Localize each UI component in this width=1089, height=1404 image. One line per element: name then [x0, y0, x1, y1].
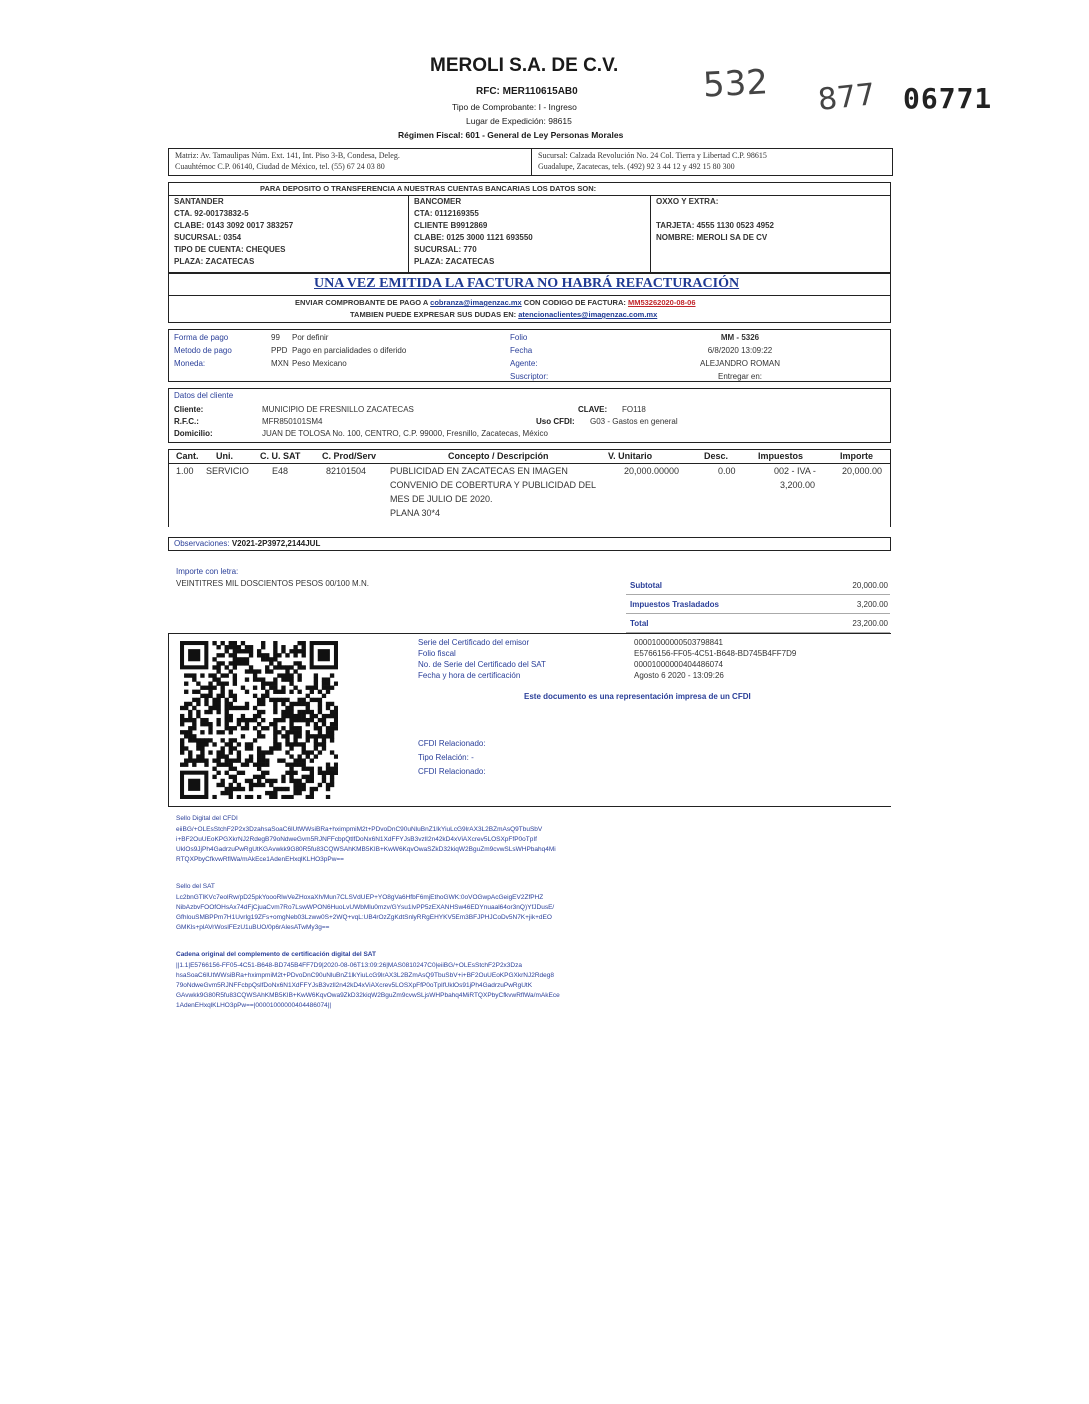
metodo-pago-value: Pago en parcialidades o diferido: [292, 346, 407, 355]
moneda-label: Moneda:: [174, 359, 206, 368]
domicilio-label: Domicilio:: [174, 429, 213, 438]
folio-fiscal-value: E5766156-FF05-4C51-B648-BD745B4FF7D9: [634, 649, 797, 658]
sucursal-address-1: Sucursal: Calzada Revolución No. 24 Col. Tierra y Libertad C.P. 98615: [538, 151, 767, 160]
send-payment-line: ENVIAR COMPROBANTE DE PAGO A cobranza@imagenzac.mx CON CODIGO DE FACTURA: MM53262020-08-06: [295, 298, 696, 307]
atencion-email-link[interactable]: atencionaclientes@imagenzac.com.mx: [518, 310, 658, 319]
agente-value: ALEJANDRO ROMAN: [699, 359, 780, 368]
company-name: MEROLI S.A. DE C.V.: [430, 55, 619, 76]
metodo-pago-code: PPD: [271, 346, 288, 355]
cadena-original-block: ||1.1|E5766156-FF05-4C51-B648-BD745B4FF7D9|2020-08-06T13:09:26|MAS0810247C0|eiiBG/+OLEsStchF2P2x3Dza hsaSoaC6lUtWWsiBRa+hximpmiM2t+PDvoDnC90uNluBnZ1lkYiuLcG9lrAX3L2BZmAsQ9TbuSbV+i+BF2OuUEoKPGXkrNJ2Rdeg8 79oNdweGvm5RJNFFcbpQslfDoNx6N1XdFFYJsB3vzll2n42kD4xViAXcrev5LOSXpFfP0oTpIfUklOs91jPh4GadrzuPwRgUtK GAvwkk9G80R5fu83CQWSAhKMB5KIB+KwW6KqvOwa9ZkD32kiqW2BguZm9cvwSLjsWHPbahq4MiRTQXPbyCfkvwRflWa/mAkEce 1AdenEHxqlKLHO3pPw==|00001000000404486074||: [176, 962, 560, 1009]
santander-account: SANTANDER CTA. 92-00173832-5 CLABE: 0143 3092 0017 383257 SUCURSAL: 0354 TIPO DE CUENTA: CHEQUES PLAZA: ZACATECAS: [174, 197, 294, 266]
bank-section-title: PARA DEPOSITO O TRANSFERENCIA A NUESTRAS CUENTAS BANCARIAS LOS DATOS SON:: [260, 184, 597, 193]
rfc-label: R.F.C.:: [174, 417, 199, 426]
observaciones-line: Observaciones: V2021-2P3972,2144JUL: [174, 539, 321, 548]
items-header: Cant. Uni. C. U. SAT C. Prod/Serv Concepto / Descripción V. Unitario Desc. Impuestos Importe: [176, 451, 874, 461]
forma-pago-value: Por definir: [292, 333, 329, 342]
domicilio-value: JUAN DE TOLOSA No. 100, CENTRO, C.P. 99000, Fresnillo, Zacatecas, México: [262, 429, 548, 438]
subtotal-value: 20,000.00: [852, 581, 888, 590]
matriz-address-1: Matriz: Av. Tamaulipas Núm. Ext. 141, Int. Piso 3-B, Condesa, Deleg.: [175, 151, 400, 160]
folio-fiscal-label: Folio fiscal: [418, 649, 456, 658]
cliente-value: MUNICIPIO DE FRESNILLO ZACATECAS: [262, 405, 414, 414]
clave-value: FO118: [622, 405, 646, 414]
row-prod: 82101504: [326, 466, 367, 476]
handwritten-number-1: 532: [701, 62, 769, 106]
company-rfc: RFC: MER110615AB0: [476, 86, 578, 97]
row-desc: 0.00: [718, 466, 736, 476]
suscriptor-value: Entregar en:: [717, 372, 763, 381]
rfc-value: MFR850101SM4: [262, 417, 323, 426]
sello-cfdi-title: Sello Digital del CFDI: [176, 815, 238, 822]
fecha-certificacion-value: Agosto 6 2020 - 13:09:26: [634, 671, 724, 680]
regimen-fiscal: Régimen Fiscal: 601 - General de Ley Personas Morales: [398, 130, 624, 140]
cfdi-relacionado-label-1: CFDI Relacionado:: [418, 739, 486, 748]
row-uni: SERVICIO: [206, 466, 249, 476]
clave-label: CLAVE:: [578, 405, 608, 414]
importe-letra-value: VEINTITRES MIL DOSCIENTOS PESOS 00/100 M.N.: [176, 579, 369, 588]
total-label: Total: [630, 619, 649, 628]
row-impuesto-tipo: 002 - IVA -: [774, 466, 816, 476]
lugar-expedicion: Lugar de Expedición: 98615: [466, 116, 572, 126]
uso-cfdi-label: Uso CFDI:: [536, 417, 575, 426]
fecha-value: 6/8/2020 13:09:22: [707, 346, 773, 355]
impuestos-trasladados-label: Impuestos Trasladados: [630, 600, 719, 609]
suscriptor-label: Suscriptor:: [510, 372, 549, 381]
tipo-comprobante: Tipo de Comprobante: I - Ingreso: [452, 102, 577, 112]
importe-letra-label: Importe con letra:: [176, 567, 239, 576]
folio-label: Folio: [510, 333, 528, 342]
folio-value: MM - 5326: [720, 333, 760, 342]
cobranza-email-link[interactable]: cobranza@imagenzac.mx: [430, 298, 522, 307]
cfdi-relacionado-label-2: CFDI Relacionado:: [418, 767, 486, 776]
row-concepto: PUBLICIDAD EN ZACATECAS EN IMAGEN CONVENIO DE COBERTURA Y PUBLICIDAD DEL MES DE JULIO DE 2020. PLANA 30*4: [390, 466, 597, 518]
table-row: [168, 465, 891, 525]
forma-pago-label: Forma de pago: [174, 333, 229, 342]
sello-sat-block: Lc2bnGTlKVc7eolRw/pD25pkYoooRlwVeZHoxaXh/Mun7CLSVdUEP+YO8gVa6HfbF6mjEthoGWK:0oVOGwpAcGeigEV2ZfPHZ NibAzbvFOOfOHsAx74dFjCjuaCvm7Ro7LswWPON6HuoLvUWbMlu0mzv/GYsu1lvPP5zEXANHSw46EDYnuaal64or3nQ)YfJDusE/ GfhlouSMBPPm7H1UvrIg19ZFs+omgNeb03Lzww0S+2WQ+vqL:UB4rOzZgKdtSnlyRRgEHYKV5Em3BFJPHJCoDv5N7K+jik+dEO GMKls+plAVrWoslFEzU1uBUO/0p6rAlesATwMy3g==: [176, 894, 555, 931]
cadena-original-title: Cadena original del complemento de certificación digital del SAT: [176, 951, 376, 958]
sello-cfdi-block: eiiBG/+OLEsStchF2P2x3DzahsaSoaC6lUtWWsiBRa+hximpmiM2t+PDvoDnC90uNluBnZ1lkYiuLcG9lrAX3L2BZmAsQ9TbuSbV i+BF2OuUEoKPGXkrNJ2RdegB79oNdweGvm5RJNFFcbpQtlfDoNx6N1XdFFYJsB3vzlI2n42kD4xViAXcrev5LOSXpFfP0oTpIf UklOs9JjPh4GadrzuPwRgUtKGAvwkk9G80R5fu83CQWSAhKMB5KIB+KwW6KqvOwaSZkD32kiqW2BguZm9cvwSLsWHPbahq4Mi RTQXPbyCfkvwRflWa/mAkEce1AdenEHxqlKLHO3pPw==: [176, 826, 556, 863]
serie-sat-value: 00001000000404486074: [634, 660, 723, 669]
folio-stamp: 06771: [903, 82, 993, 115]
metodo-pago-label: Metodo de pago: [174, 346, 232, 355]
serie-emisor-value: 00001000000503798841: [634, 638, 723, 647]
row-impuesto-monto: 3,200.00: [780, 480, 816, 490]
handwritten-number-2: 877: [816, 77, 877, 118]
moneda-value: Peso Mexicano: [292, 359, 347, 368]
uso-cfdi-value: G03 - Gastos en general: [590, 417, 678, 426]
tipo-relacion-label: Tipo Relación: -: [418, 753, 474, 762]
matriz-address-2: Cuauhtémoc C.P. 06140, Ciudad de México, tel. (55) 67 24 03 80: [175, 162, 385, 171]
qr-code-icon: [180, 641, 338, 799]
client-section-title: Datos del cliente: [174, 391, 234, 400]
subtotal-label: Subtotal: [630, 581, 662, 590]
sucursal-address-2: Guadalupe, Zacatecas, tels. (492) 92 3 44 12 y 492 15 80 300: [538, 162, 735, 171]
row-cant: 1.00: [176, 466, 194, 476]
agente-label: Agente:: [510, 359, 538, 368]
cliente-label: Cliente:: [174, 405, 204, 414]
total-value: 23,200.00: [852, 619, 888, 628]
row-vunit: 20,000.00000: [624, 466, 680, 476]
moneda-code: MXN: [271, 359, 289, 368]
cfdi-leyenda: Este documento es una representación impresa de un CFDI: [524, 692, 751, 701]
fecha-certificacion-label: Fecha y hora de certificación: [418, 671, 521, 680]
oxxo-account: OXXO Y EXTRA: TARJETA: 4555 1130 0523 4952 NOMBRE: MEROLI SA DE CV: [656, 197, 775, 242]
forma-pago-code: 99: [271, 333, 280, 342]
row-cusat: E48: [272, 466, 289, 476]
invoice-code: MM53262020-08-06: [627, 298, 696, 307]
bancomer-account: BANCOMER CTA: 0112169355 CLIENTE B9912869 CLABE: 0125 3000 1121 693550 SUCURSAL: 770 PLAZA: ZACATECAS: [414, 197, 533, 266]
serie-emisor-label: Serie del Certificado del emisor: [418, 638, 530, 647]
impuestos-trasladados-value: 3,200.00: [856, 600, 888, 609]
row-importe: 20,000.00: [842, 466, 883, 476]
doubts-line: TAMBIEN PUEDE EXPRESAR SUS DUDAS EN: atencionaclientes@imagenzac.com.mx: [350, 310, 658, 319]
sello-sat-title: Sello del SAT: [176, 883, 215, 890]
serie-sat-label: No. de Serie del Certificado del SAT: [418, 660, 546, 669]
no-refacturacion-banner: UNA VEZ EMITIDA LA FACTURA NO HABRÁ REFACTURACIÓN: [314, 276, 740, 291]
fecha-label: Fecha: [510, 346, 533, 355]
